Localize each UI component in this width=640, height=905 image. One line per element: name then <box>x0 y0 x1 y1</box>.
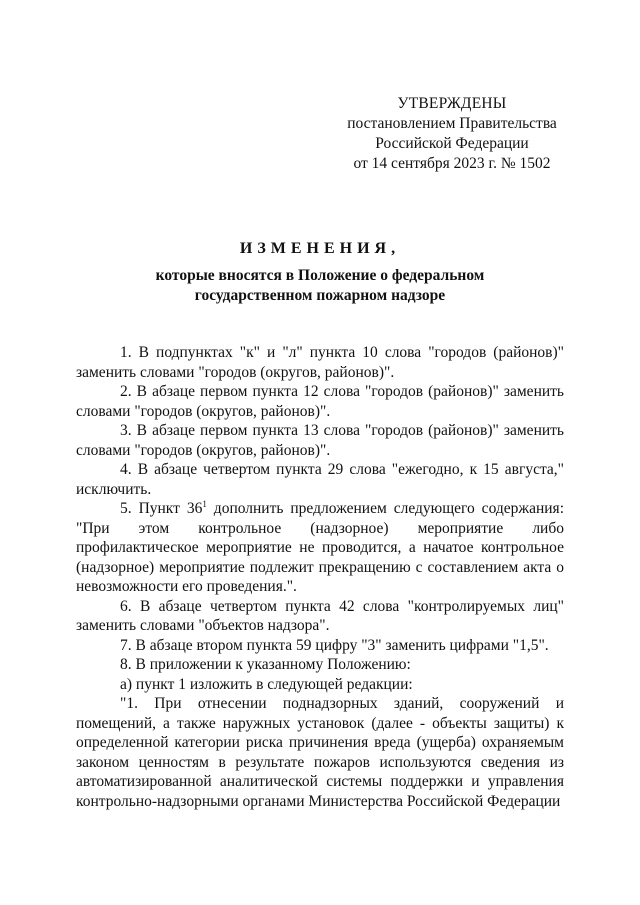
document-subtitle <box>76 266 564 306</box>
paragraph-7: 7. В абзаце втором пункта 59 цифру "3" заменить цифрами "1,5". <box>120 636 549 654</box>
paragraph-6: 6. В абзаце четвертом пункта 42 слова "контролируемых лиц" заменить словами "объектов надзора". <box>76 597 564 634</box>
paragraph-10: "1. При отнесении поднадзорных зданий, сооружений и помещений, а также наружных установок (далее - объекты защиты) к определенной категории риска причинения вреда (ущерба) охраняемым законом ценностям в результате пожаров используются сведения из автоматизированной аналитической системы поддержки и управления контрольно-надзорными органами Министерства Российской Федерации <box>76 695 564 810</box>
paragraph-2: 2. В абзаце первом пункта 12 слова "городов (районов)" заменить словами "городов (округов, районов)". <box>76 383 564 420</box>
approval-date-line: от 14 сентября 2023 г. № 1502 <box>353 155 551 172</box>
paragraph-5-superscript: 1 <box>202 498 207 509</box>
paragraph-1: 1. В подпунктах "к" и "л" пункта 10 слова "городов (районов)" заменить словами "городов (округов, районов)". <box>76 344 564 381</box>
approval-title: УТВЕРЖДЕНЫ <box>397 95 507 112</box>
paragraph-5-start: 5. Пункт 36 <box>120 500 203 517</box>
paragraph-5 <box>76 499 564 597</box>
approval-line-1: постановлением Правительства <box>347 115 557 132</box>
paragraph-9: а) пункт 1 изложить в следующей редакции: <box>120 675 413 693</box>
paragraph-4: 4. В абзаце четвертом пункта 29 слова "ежегодно, к 15 августа," исключить. <box>76 461 564 498</box>
document-subtitle-line-2: государственном пожарном надзоре <box>194 287 446 304</box>
document-title: ИЗМЕНЕНИЯ, <box>239 240 401 257</box>
approval-block <box>320 94 584 174</box>
document-subtitle-line-1: которые вносятся в Положение о федеральном <box>155 267 485 284</box>
paragraph-3: 3. В абзаце первом пункта 13 слова "городов (районов)" заменить словами "городов (округов, районов)". <box>76 422 564 459</box>
approval-line-2: Российской Федерации <box>375 135 529 152</box>
document-body <box>76 343 564 811</box>
paragraph-5-rest: дополнить предложением следующего содержания: "При этом контрольное (надзорное) мероприятие либо профилактическое мероприятие не проводится, а начатое контрольное (надзорное) мероприятие подлежит прекращению с составлением акта о невозможности его проведения.". <box>76 500 564 595</box>
paragraph-8: 8. В приложении к указанному Положению: <box>120 656 411 673</box>
